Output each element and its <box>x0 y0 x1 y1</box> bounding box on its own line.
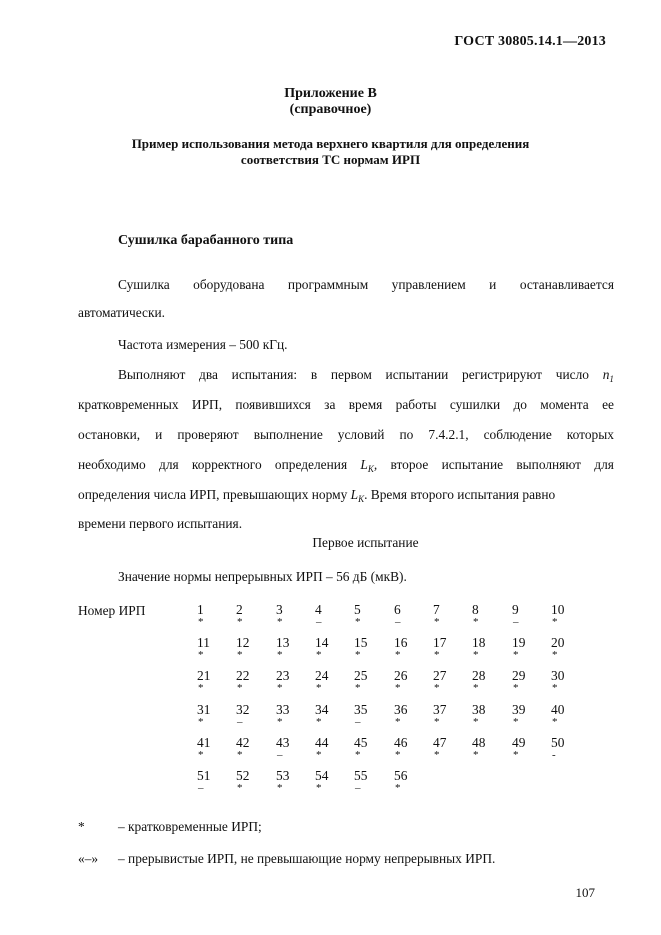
irp-number: 5 <box>354 602 361 617</box>
word: сушилки <box>449 397 501 412</box>
irp-cell <box>394 769 424 793</box>
irp-number-label: Номер ИРП <box>78 603 146 618</box>
irp-number: 11 <box>197 635 210 650</box>
irp-number: 24 <box>315 668 329 683</box>
word: соблюдение <box>483 427 552 442</box>
irp-type-mark: * <box>395 649 401 661</box>
irp-type-mark: * <box>237 616 243 628</box>
irp-number: 48 <box>472 735 486 750</box>
word: до <box>513 397 527 412</box>
irp-type-mark: * <box>198 749 204 761</box>
irp-cell <box>315 736 345 760</box>
norm-value-line: Значение нормы непрерывных ИРП – 56 дБ (мкВ). <box>118 569 407 584</box>
irp-cell <box>276 769 306 793</box>
section-title: Сушилка барабанного типа <box>118 233 294 248</box>
punctuation: , <box>373 457 378 472</box>
word: управлением <box>391 277 466 292</box>
irp-number: 22 <box>236 668 250 683</box>
irp-cell <box>276 636 306 660</box>
word: ее <box>602 397 614 412</box>
word: испытании <box>385 367 449 382</box>
irp-cell <box>197 769 227 793</box>
irp-number: 50 <box>551 735 565 750</box>
irp-number: 38 <box>472 702 486 717</box>
irp-type-mark: – <box>395 616 401 628</box>
irp-type-mark: * <box>552 716 558 728</box>
word: необходимо <box>78 457 146 472</box>
irp-number: 19 <box>512 635 526 650</box>
irp-type-mark: * <box>473 716 479 728</box>
irp-type-mark: * <box>473 749 479 761</box>
irp-type-mark: * <box>395 749 401 761</box>
irp-cell <box>551 703 581 727</box>
irp-type-mark: * <box>316 716 322 728</box>
irp-cell <box>236 603 266 627</box>
irp-number: 21 <box>197 668 211 683</box>
irp-cell <box>197 736 227 760</box>
irp-number: 12 <box>236 635 250 650</box>
irp-number: 3 <box>276 602 283 617</box>
irp-cell <box>276 669 306 693</box>
word: испытание <box>441 457 504 472</box>
irp-type-mark: – <box>277 749 283 761</box>
irp-cell <box>512 736 542 760</box>
irp-number: 56 <box>394 768 408 783</box>
irp-cell <box>394 636 424 660</box>
word: ИРП, <box>191 397 223 412</box>
irp-cell <box>512 669 542 693</box>
irp-cell <box>433 703 463 727</box>
irp-type-mark: * <box>395 716 401 728</box>
irp-cell <box>236 769 266 793</box>
word: за <box>324 397 336 412</box>
appendix-heading-line-2: соответствия ТС нормам ИРП <box>240 152 421 167</box>
irp-type-mark: – <box>316 616 322 628</box>
irp-type-mark: * <box>434 649 440 661</box>
math-variable-subscript: K <box>367 464 374 474</box>
irp-number: 1 <box>197 602 204 617</box>
irp-number: 53 <box>276 768 290 783</box>
irp-number: 49 <box>512 735 526 750</box>
irp-number: 45 <box>354 735 368 750</box>
irp-number: 40 <box>551 702 565 717</box>
irp-cell <box>433 636 463 660</box>
irp-number: 26 <box>394 668 408 683</box>
irp-type-mark: * <box>198 682 204 694</box>
word: кратковременных <box>78 397 179 412</box>
irp-number: 2 <box>236 602 243 617</box>
irp-type-mark: * <box>277 616 283 628</box>
irp-type-mark: * <box>434 616 440 628</box>
word: и <box>489 277 497 292</box>
irp-cell <box>433 736 463 760</box>
irp-number: 28 <box>472 668 486 683</box>
irp-type-mark: * <box>237 682 243 694</box>
irp-cell <box>354 636 384 660</box>
word: второе <box>390 457 429 472</box>
irp-cell <box>551 669 581 693</box>
paragraph-2-line-2 <box>78 397 614 413</box>
irp-cell <box>394 603 424 627</box>
paragraph-2-line-5 <box>78 487 555 504</box>
irp-cell <box>315 636 345 660</box>
irp-number: 41 <box>197 735 211 750</box>
irp-cell <box>276 703 306 727</box>
legend-text-1: – кратковременные ИРП; <box>118 819 262 834</box>
word: работы <box>395 397 437 412</box>
irp-cell <box>512 636 542 660</box>
irp-type-mark: * <box>237 782 243 794</box>
irp-cell <box>472 669 502 693</box>
word: выполнение <box>253 427 323 442</box>
paragraph-1-line-2: автоматически. <box>78 305 166 320</box>
irp-cell <box>433 669 463 693</box>
paragraph-2-line-4 <box>78 457 614 474</box>
word: время <box>348 397 383 412</box>
irp-number: 23 <box>276 668 290 683</box>
word: для <box>594 457 614 472</box>
irp-number: 16 <box>394 635 408 650</box>
legend-key-1: * <box>78 819 85 834</box>
appendix-heading-line-1: Пример использования метода верхнего квартиля для определения <box>131 136 530 151</box>
paragraph-2-line-6: времени первого испытания. <box>78 516 243 531</box>
page-number: 107 <box>575 885 595 900</box>
irp-type-mark: * <box>434 749 440 761</box>
irp-cell <box>197 669 227 693</box>
variable-letter: L <box>350 487 359 502</box>
paragraph-2-line-1 <box>118 367 614 384</box>
appendix-subtitle: (справочное) <box>289 102 372 117</box>
irp-cell <box>472 703 502 727</box>
irp-type-mark: * <box>316 782 322 794</box>
irp-type-mark: - <box>552 749 556 761</box>
word: и <box>155 427 163 442</box>
irp-number: 13 <box>276 635 290 650</box>
irp-number: 18 <box>472 635 486 650</box>
irp-type-mark: * <box>316 682 322 694</box>
irp-type-mark: * <box>473 682 479 694</box>
irp-cell <box>512 603 542 627</box>
irp-cell <box>354 603 384 627</box>
paragraph-2-line-5-text-b: . Время второго испытания равно <box>364 487 556 502</box>
irp-number: 46 <box>394 735 408 750</box>
word: выполняют <box>516 457 582 472</box>
word: 7.4.2.1, <box>428 427 469 442</box>
irp-number: 51 <box>197 768 211 783</box>
irp-number: 20 <box>551 635 565 650</box>
math-variable-subscript: 1 <box>609 374 614 384</box>
word: проверяют <box>177 427 239 442</box>
irp-cell <box>236 636 266 660</box>
irp-cell <box>394 703 424 727</box>
irp-cell <box>354 703 384 727</box>
paragraph-2-line-5-text-a: определения числа ИРП, превышающих норму <box>78 487 348 502</box>
math-variable: $L_K$, <box>360 457 378 474</box>
word: корректного <box>191 457 262 472</box>
irp-number: 52 <box>236 768 250 783</box>
irp-type-mark: * <box>237 749 243 761</box>
word: останавливается <box>519 277 614 292</box>
word: испытания: <box>231 367 298 382</box>
irp-type-mark: * <box>198 616 204 628</box>
irp-cell <box>276 736 306 760</box>
irp-type-mark: * <box>198 649 204 661</box>
irp-cell <box>315 703 345 727</box>
frequency-line: Частота измерения – 500 кГц. <box>118 337 288 352</box>
irp-number: 36 <box>394 702 408 717</box>
irp-number: 25 <box>354 668 368 683</box>
irp-number: 42 <box>236 735 250 750</box>
irp-number: 44 <box>315 735 329 750</box>
word: которых <box>566 427 614 442</box>
word: появившихся <box>235 397 311 412</box>
word: Сушилка <box>118 277 170 292</box>
irp-type-mark: * <box>277 716 283 728</box>
irp-type-mark: * <box>355 682 361 694</box>
irp-cell <box>354 769 384 793</box>
word: регистрируют <box>462 367 543 382</box>
word: оборудована <box>193 277 265 292</box>
math-variable: $n_1$ <box>602 367 614 384</box>
word: в <box>310 367 318 382</box>
word: определения <box>274 457 348 472</box>
irp-cell <box>551 636 581 660</box>
irp-number: 35 <box>354 702 368 717</box>
irp-type-mark: * <box>395 682 401 694</box>
word: первом <box>330 367 372 382</box>
irp-number: 4 <box>315 602 322 617</box>
irp-number: 17 <box>433 635 447 650</box>
irp-number: 55 <box>354 768 368 783</box>
irp-cell <box>197 636 227 660</box>
irp-number: 34 <box>315 702 329 717</box>
variable-subscript: K <box>358 494 365 504</box>
irp-type-mark: * <box>355 649 361 661</box>
irp-type-mark: * <box>434 682 440 694</box>
irp-number: 54 <box>315 768 329 783</box>
variable-l-k <box>351 487 364 502</box>
paragraph-1-line-1 <box>118 277 614 293</box>
irp-cell <box>433 603 463 627</box>
irp-type-mark: – <box>355 782 361 794</box>
irp-number: 47 <box>433 735 447 750</box>
irp-cell <box>315 769 345 793</box>
word: Выполняют <box>118 367 186 382</box>
paragraph-2-line-3 <box>78 427 614 443</box>
irp-type-mark: * <box>513 749 519 761</box>
irp-number: 31 <box>197 702 211 717</box>
word: для <box>159 457 179 472</box>
irp-type-mark: * <box>513 649 519 661</box>
irp-number: 15 <box>354 635 368 650</box>
irp-type-mark: * <box>198 716 204 728</box>
irp-cell <box>197 603 227 627</box>
irp-cell <box>315 603 345 627</box>
word: условий <box>337 427 385 442</box>
first-test-title: Первое испытание <box>312 535 419 550</box>
irp-cell <box>394 736 424 760</box>
irp-type-mark: – <box>513 616 519 628</box>
irp-cell <box>472 736 502 760</box>
legend-key-2: «–» <box>78 851 99 866</box>
irp-number: 9 <box>512 602 519 617</box>
irp-cell <box>236 669 266 693</box>
word: число <box>555 367 589 382</box>
document-header: ГОСТ 30805.14.1—2013 <box>454 34 606 49</box>
irp-number: 29 <box>512 668 526 683</box>
word: остановки, <box>78 427 141 442</box>
word: программным <box>287 277 369 292</box>
irp-type-mark: * <box>513 682 519 694</box>
irp-number: 37 <box>433 702 447 717</box>
irp-type-mark: * <box>316 749 322 761</box>
irp-cell <box>354 669 384 693</box>
irp-cell <box>472 603 502 627</box>
irp-number: 43 <box>276 735 290 750</box>
word: момента <box>540 397 589 412</box>
irp-type-mark: – <box>198 782 204 794</box>
irp-cell <box>472 636 502 660</box>
irp-number: 27 <box>433 668 447 683</box>
irp-number: 8 <box>472 602 479 617</box>
irp-type-mark: * <box>473 616 479 628</box>
legend-text-2: – прерывистые ИРП, не превышающие норму непрерывных ИРП. <box>118 851 496 866</box>
irp-type-mark: * <box>395 782 401 794</box>
irp-cell <box>512 703 542 727</box>
appendix-title: Приложение В <box>284 86 377 101</box>
irp-cell <box>236 703 266 727</box>
irp-cell <box>315 669 345 693</box>
irp-type-mark: * <box>434 716 440 728</box>
irp-type-mark: – <box>237 716 243 728</box>
irp-number: 30 <box>551 668 565 683</box>
irp-cell <box>551 603 581 627</box>
irp-type-mark: * <box>473 649 479 661</box>
word: по <box>399 427 414 442</box>
irp-type-mark: * <box>552 682 558 694</box>
irp-type-mark: * <box>355 616 361 628</box>
irp-number: 14 <box>315 635 329 650</box>
irp-number: 6 <box>394 602 401 617</box>
irp-cell <box>354 736 384 760</box>
irp-cell <box>276 603 306 627</box>
irp-number: 33 <box>276 702 290 717</box>
irp-cell <box>197 703 227 727</box>
irp-type-mark: * <box>277 682 283 694</box>
irp-type-mark: * <box>355 749 361 761</box>
irp-cell <box>394 669 424 693</box>
irp-cell <box>551 736 581 760</box>
irp-number: 32 <box>236 702 250 717</box>
irp-cell <box>236 736 266 760</box>
irp-type-mark: * <box>552 616 558 628</box>
irp-type-mark: * <box>277 649 283 661</box>
irp-number: 7 <box>433 602 440 617</box>
irp-number: 39 <box>512 702 526 717</box>
irp-type-mark: * <box>513 716 519 728</box>
irp-number: 10 <box>551 602 565 617</box>
irp-type-mark: * <box>552 649 558 661</box>
irp-type-mark: * <box>237 649 243 661</box>
word: два <box>199 367 218 382</box>
irp-type-mark: * <box>316 649 322 661</box>
irp-type-mark: – <box>355 716 361 728</box>
irp-type-mark: * <box>277 782 283 794</box>
